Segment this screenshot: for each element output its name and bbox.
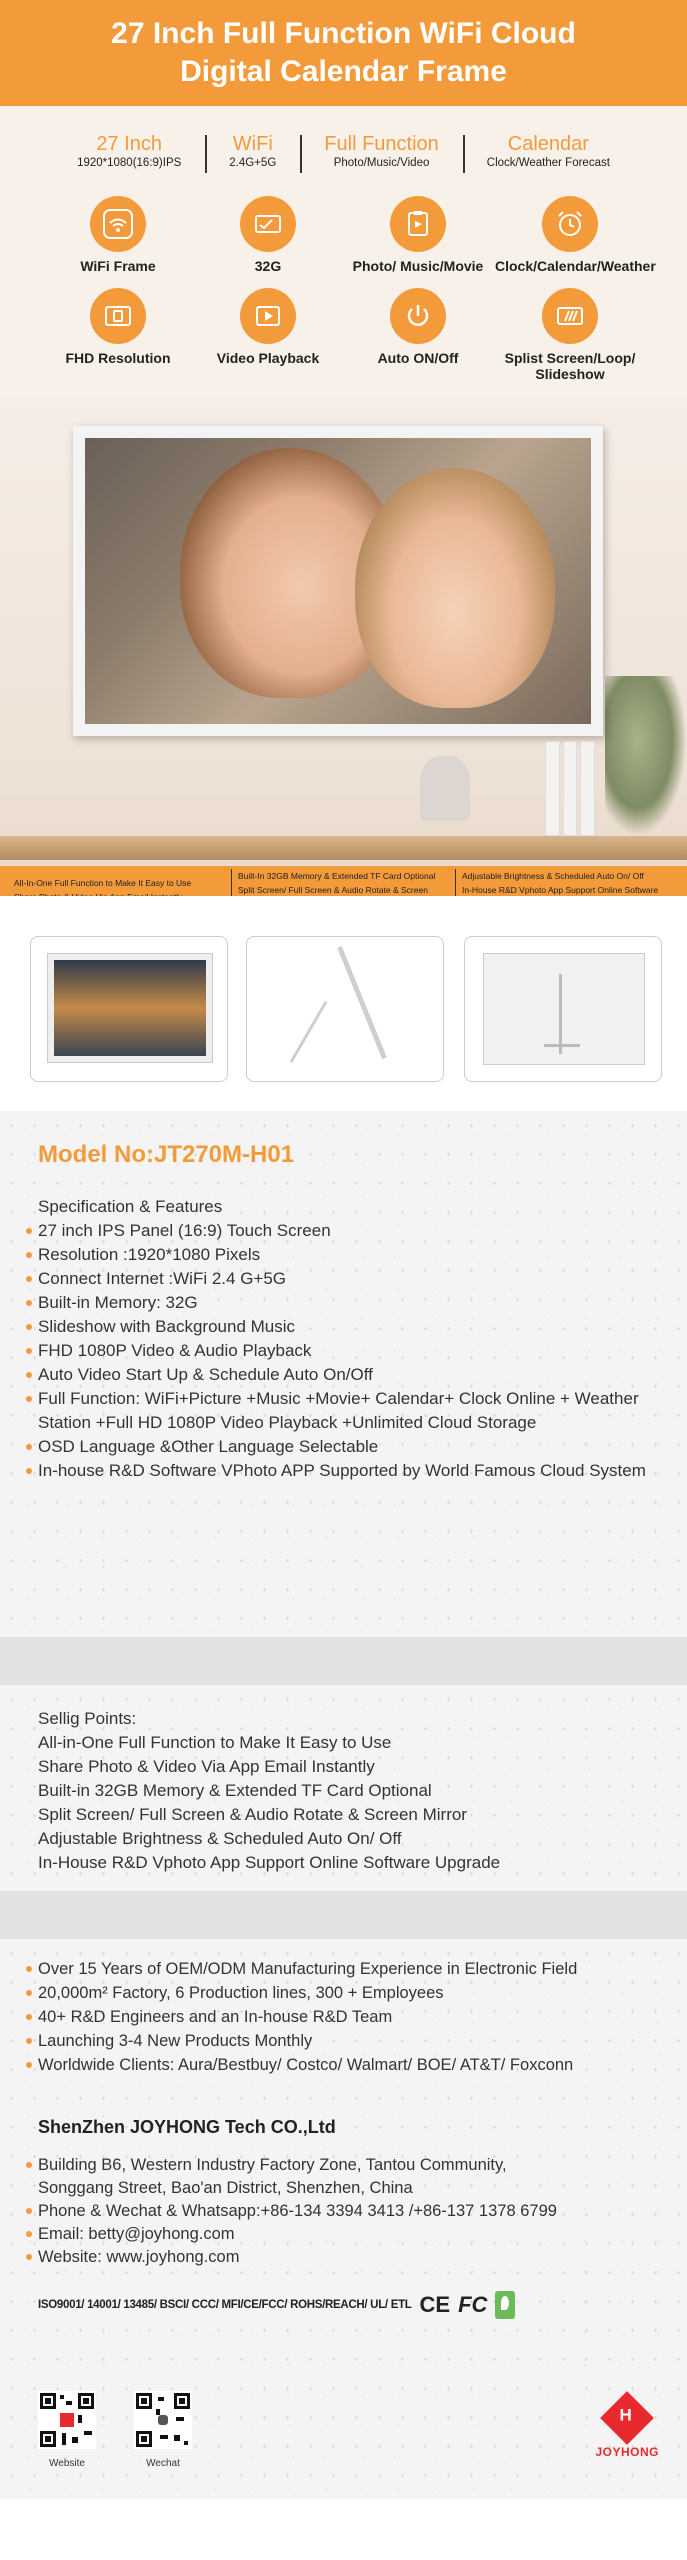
selling-points-section	[0, 1685, 687, 1891]
list-item: FHD 1080P Video & Audio Playback	[38, 1339, 687, 1363]
ce-mark-icon: CE	[419, 2292, 451, 2317]
phone: Phone & Wechat & Whatsapp:+86-134 3394 3413 /+86-137 1378 6799	[38, 2200, 687, 2223]
list-item: Built-in Memory: 32G	[38, 1291, 687, 1315]
thumbnail-back	[464, 936, 662, 1082]
thumbnail-side	[246, 936, 444, 1082]
email-link[interactable]: Email: betty@joyhong.com	[38, 2223, 687, 2246]
rohs-leaf-icon	[495, 2291, 515, 2319]
specifications-section	[0, 1111, 687, 1637]
qr-codes	[38, 2391, 192, 2469]
spec-title: Specification & Features	[38, 1197, 223, 1216]
contact-info	[38, 2154, 687, 2269]
shelf	[0, 836, 687, 860]
feature-video: Video Playback	[193, 288, 343, 366]
selling-title: Sellig Points:	[38, 1709, 137, 1728]
fcc-mark-icon: FC	[458, 2292, 488, 2317]
spec-size: 27 Inch 1920*1080(16:9)IPS	[77, 133, 182, 169]
frame-photo	[85, 438, 591, 724]
qr-code-icon	[134, 2391, 192, 2449]
company-facts	[38, 1957, 687, 2077]
list-item: Share Photo & Video Via App Email Instantly	[38, 1757, 375, 1776]
spec-function: Full Function Photo/Music/Video	[300, 133, 463, 169]
title-line-1: 27 Inch Full Function WiFi Cloud	[111, 17, 576, 50]
spec-wifi: WiFi 2.4G+5G	[205, 133, 300, 169]
thumbnail-front	[30, 936, 228, 1082]
list-item: Resolution :1920*1080 Pixels	[38, 1243, 687, 1267]
list-item: 20,000m² Factory, 6 Production lines, 300 + Employees	[38, 1981, 687, 2005]
list-item: Launching 3-4 New Products Monthly	[38, 2029, 687, 2053]
power-icon	[390, 288, 446, 344]
feature-clock: Clock/Calendar/Weather	[495, 196, 645, 274]
product-views	[0, 896, 687, 1111]
feature-fhd: FHD Resolution	[43, 288, 193, 366]
feature-wifi: WiFi Frame	[43, 196, 193, 274]
list-item: In-House R&D Vphoto App Support Online Software Upgrade	[38, 1853, 501, 1872]
alarm-clock-icon	[542, 196, 598, 252]
address-line-1: Building B6, Western Industry Factory Zone, Tantou Community,	[38, 2154, 687, 2177]
list-item: Connect Internet :WiFi 2.4 G+5G	[38, 1267, 687, 1291]
feature-power: Auto ON/Off	[343, 288, 493, 366]
selling-bullets-bar: All-In-One Full Function to Make It Easy to Use Built-In 32GB Memory & Extended TF Card Optional Split Screen/ Full Screen & Audio Rotate & Screen Adjustable Brightness & Scheduled Auto On/ Off In-House R&D Vphoto App Support Online Software	[0, 866, 687, 914]
spec-list	[38, 1219, 687, 1483]
list-item: Over 15 Years of OEM/ODM Manufacturing Experience in Electronic Field	[38, 1957, 687, 1981]
list-item: Full Function: WiFi+Picture +Music +Movie+ Calendar+ Clock Online + Weather Station +Full HD 1080P Video Playback +Unlimited Cloud Storage	[38, 1387, 687, 1435]
feature-icon-grid	[0, 196, 687, 396]
feature-memory: 32G	[193, 196, 343, 274]
feature-slideshow: Splist Screen/Loop/ Slideshow	[495, 288, 645, 382]
qr-code-icon	[38, 2391, 96, 2449]
list-item: In-house R&D Software VPhoto APP Supported by World Famous Cloud System	[38, 1459, 687, 1483]
list-item: 40+ R&D Engineers and an In-house R&D Team	[38, 2005, 687, 2029]
books-decoration	[545, 741, 595, 836]
play-icon	[240, 288, 296, 344]
list-item: 27 inch IPS Panel (16:9) Touch Screen	[38, 1219, 687, 1243]
certifications: ISO9001/ 14001/ 13485/ BSCI/ CCC/ MFI/CE/FCC/ ROHS/REACH/ UL/ ETL CE FC	[38, 2291, 687, 2319]
divider-band	[0, 1637, 687, 1685]
list-item: Built-in 32GB Memory & Extended TF Card Optional	[38, 1781, 432, 1800]
media-icon	[390, 196, 446, 252]
spec-highlight-row	[0, 106, 687, 196]
qr-wechat[interactable]: Wechat	[134, 2391, 192, 2469]
company-name: ShenZhen JOYHONG Tech CO.,Ltd	[38, 2117, 336, 2137]
feature-media: Photo/ Music/Movie	[343, 196, 493, 274]
model-number: Model No:JT270M-H01	[38, 1141, 295, 1168]
list-item: Split Screen/ Full Screen & Audio Rotate & Screen Mirror	[38, 1805, 467, 1824]
vase-decoration	[420, 756, 470, 821]
list-item: Adjustable Brightness & Scheduled Auto On/ Off	[38, 1829, 402, 1848]
list-item: Worldwide Clients: Aura/Bestbuy/ Costco/ Walmart/ BOE/ AT&T/ Foxconn	[38, 2053, 687, 2077]
digital-frame-image	[73, 426, 603, 736]
list-item: Auto Video Start Up & Schedule Auto On/Off	[38, 1363, 687, 1387]
company-section	[0, 1939, 687, 2499]
joyhong-logo-icon: H	[600, 2391, 654, 2445]
plant-decoration	[605, 676, 687, 836]
address-line-2: Songgang Street, Bao'an District, Shenzhen, China	[38, 2179, 413, 2197]
title-line-2: Digital Calendar Frame	[180, 55, 507, 88]
screen-icon	[90, 288, 146, 344]
wifi-icon	[90, 196, 146, 252]
brand-logo: H JOYHONG	[595, 2399, 659, 2459]
sd-card-icon	[240, 196, 296, 252]
list-item: OSD Language &Other Language Selectable	[38, 1435, 687, 1459]
qr-website[interactable]: Website	[38, 2391, 96, 2469]
list-item: Slideshow with Background Music	[38, 1315, 687, 1339]
list-item: All-in-One Full Function to Make It Easy to Use	[38, 1733, 392, 1752]
spec-calendar: Calendar Clock/Weather Forecast	[463, 133, 634, 169]
website-link[interactable]: Website: www.joyhong.com	[38, 2246, 687, 2269]
product-scene	[0, 396, 687, 896]
divider-band	[0, 1891, 687, 1939]
slideshow-icon	[542, 288, 598, 344]
page-title	[0, 0, 687, 106]
